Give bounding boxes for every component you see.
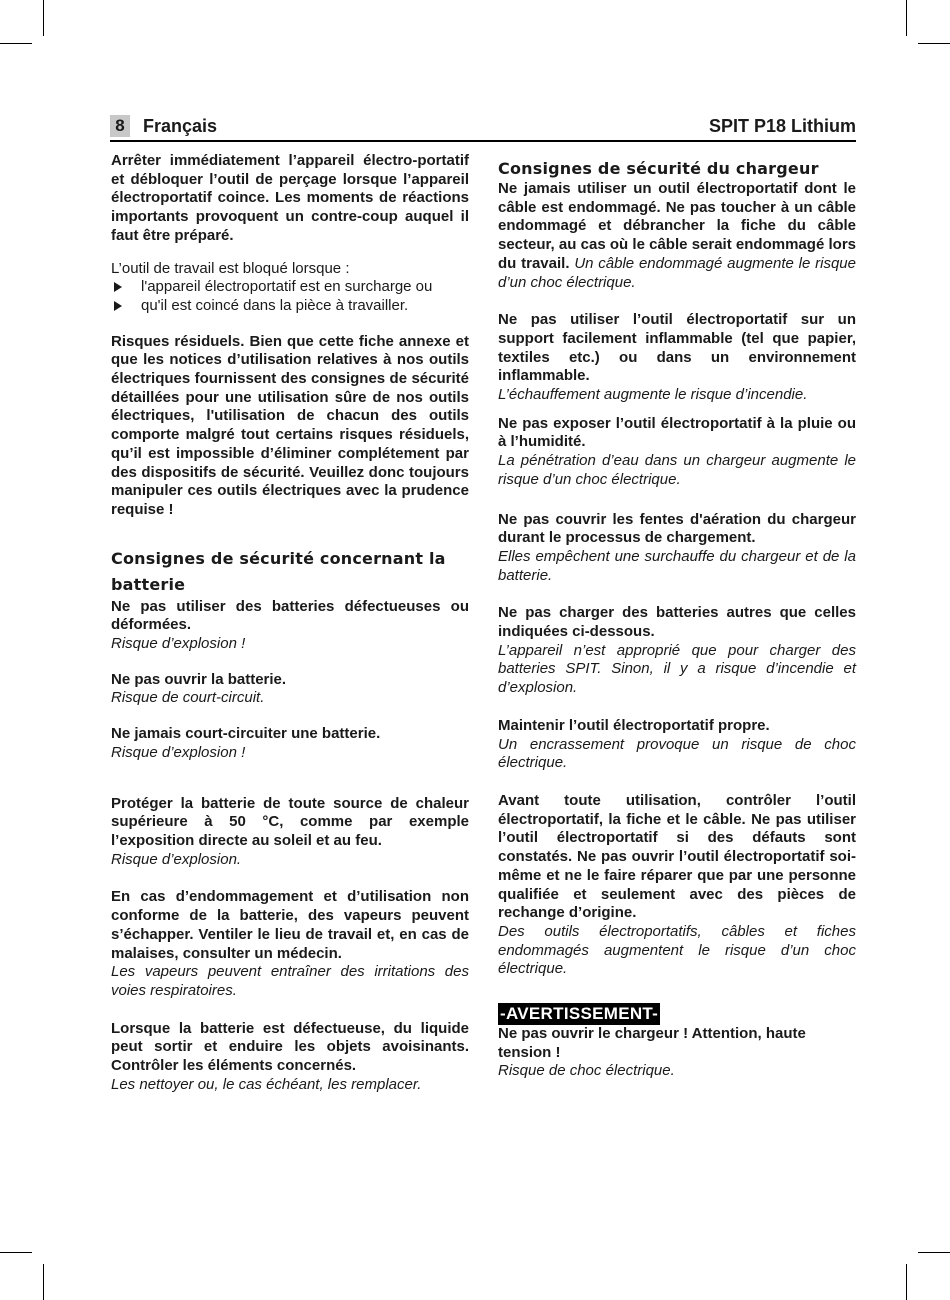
blocked-list xyxy=(111,278,469,315)
drill-jam-paragraph: Arrêter immédiatement l’appareil électro-portatif et débloquer l’outil de perçage lorsque l’appareil électroportatif coince. Les moments de réactions importants provoquent un contre-coup auquel il faut être préparé. xyxy=(111,152,469,244)
crop-mark xyxy=(43,1264,44,1300)
charger-rule-7-note: Des outils électroportatifs, câbles et fiches endommagés augmentent le risque d’un choc électrique. xyxy=(498,922,856,978)
product-title: SPIT P18 Lithium xyxy=(708,116,856,136)
battery-rule-2-note: Risque de court-circuit. xyxy=(111,689,265,707)
crop-mark xyxy=(906,1264,907,1300)
warning-note: Risque de choc électrique. xyxy=(498,1062,675,1080)
charger-rule-6-note: Un encrassement provoque un risque de choc électrique. xyxy=(498,735,856,772)
battery-rule-5-note: Les vapeurs peuvent entraîner des irritations des voies respiratoires. xyxy=(111,963,469,999)
battery-rule-3-note: Risque d’explosion ! xyxy=(111,743,246,761)
battery-rule-3: Ne jamais court-circuiter une batterie. xyxy=(111,725,381,743)
charger-rule-1: Ne jamais utiliser un outil électroportatif dont le câble est endommagé. Ne pas toucher à un câble endommagé et débrancher la fiche du câble secteur, au cas où le câble serait endommagé lors du travail. Un câble endommagé augmente le risque d’un choc électrique. xyxy=(498,180,856,291)
battery-rule-4: Protéger la batterie de toute source de chaleur supérieure à 50 °C, comme par exemple l’exposition directe au soleil et au feu. xyxy=(111,794,469,849)
charger-rule-4: Ne pas couvrir les fentes d'aération du chargeur durant le processus de chargement. xyxy=(498,510,856,547)
charger-rule-5: Ne pas charger des batteries autres que celles indiquées ci-dessous. xyxy=(498,604,856,641)
charger-rule-5-note: L’appareil n’est approprié que pour charger des batteries SPIT. Sinon, il y a risque d’incendie et d’explosion. xyxy=(498,641,856,697)
list-item: qu'il est coincé dans la pièce à travailler. xyxy=(111,297,469,316)
crop-mark xyxy=(0,43,32,44)
battery-rule-5: En cas d’endommagement et d’utilisation non conforme de la batterie, des vapeurs peuvent s’échapper. Ventiler le lieu de travail et, en cas de malaises, consulter un médecin. xyxy=(111,888,469,962)
bullet-arrow-icon xyxy=(114,282,122,292)
charger-rule-2-note: L’échauffement augmente le risque d’incendie. xyxy=(498,386,808,404)
charger-rule-6: Maintenir l’outil électroportatif propre. xyxy=(498,716,770,734)
charger-rule-3-note: La pénétration d’eau dans un chargeur augmente le risque d’un choc électrique. xyxy=(498,452,856,488)
residual-risks-paragraph: Risques résiduels. Bien que cette fiche annexe et que les notices d’utilisation relatives à nos outils électriques fournissent des consignes de sécurité détaillées pour une utilisation sûre de nos outils électriques, l'utilisation de chacun des outils comporte malgré tout certains risques résiduels, qu’il est impossible d’éliminer complétement par des dispositifs de sécurité. Veuillez donc toujours manipuler ces outils électriques avec la prudence requise ! xyxy=(111,332,469,518)
battery-rule-6-note: Les nettoyer ou, le cas échéant, les remplacer. xyxy=(111,1075,422,1093)
battery-rule-6: Lorsque la batterie est défectueuse, du liquide peut sortir et enduire les objets avoisinants. Contrôler les éléments concernés. xyxy=(111,1019,469,1075)
battery-rule-4-note: Risque d’explosion. xyxy=(111,850,242,868)
charger-rule-7: Avant toute utilisation, contrôler l’outil électroportatif, la fiche et le câble. Ne pas utiliser l’outil électroportatif si des défauts sont constatés. Ne pas ouvrir l’outil électroportatif soi-même et ne le faire réparer que par une personne qualifiée et seulement avec des pièces de rechange d’origine. xyxy=(498,791,856,922)
warning-label: -AVERTISSEMENT- xyxy=(500,1004,659,1024)
charger-section-heading: Consignes de sécurité du chargeur xyxy=(498,159,819,178)
charger-rule-4-note: Elles empêchent une surchauffe du chargeur et de la batterie. xyxy=(498,547,856,584)
crop-mark xyxy=(43,0,44,36)
battery-rule-2: Ne pas ouvrir la batterie. xyxy=(111,670,287,688)
battery-rule-1-note: Risque d’explosion ! xyxy=(111,635,246,653)
language-label: Français xyxy=(143,116,218,136)
blocked-intro: L’outil de travail est bloqué lorsque : xyxy=(111,259,350,277)
page-number: 8 xyxy=(110,115,130,137)
charger-rule-2: Ne pas utiliser l’outil électroportatif sur un support facilement inflammable (tel que papier, textiles etc.) ou dans un environnement inflammable. xyxy=(498,311,856,385)
crop-mark xyxy=(0,1252,32,1253)
right-column xyxy=(498,152,856,1081)
crop-mark xyxy=(918,1252,950,1253)
page-header xyxy=(110,114,856,142)
warning-text: Ne pas ouvrir le chargeur ! Attention, haute tension ! xyxy=(498,1025,806,1061)
list-item: l'appareil électroportatif est en surcharge ou xyxy=(111,278,469,297)
crop-mark xyxy=(906,0,907,36)
crop-mark xyxy=(918,43,950,44)
warning-block xyxy=(498,1003,856,1025)
charger-rule-3: Ne pas exposer l’outil électroportatif à la pluie ou à l’humidité. xyxy=(498,414,856,451)
bullet-arrow-icon xyxy=(114,301,122,311)
battery-rule-1: Ne pas utiliser des batteries défectueuses ou déformées. xyxy=(111,597,469,634)
left-column xyxy=(111,152,469,1094)
battery-section-heading: Consignes de sécurité concernant la batterie xyxy=(111,548,446,594)
